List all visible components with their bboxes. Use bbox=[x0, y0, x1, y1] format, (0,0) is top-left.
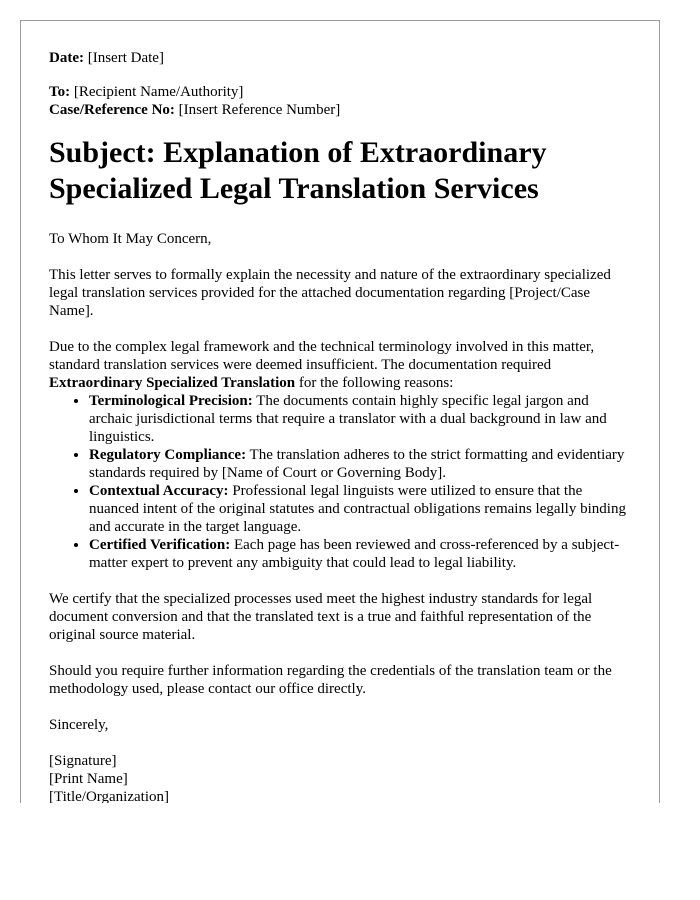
reason-text: Each page has been reviewed and cross-referenced by a subject-matter expert to prevent any ambiguity that could lead to legal liability. bbox=[89, 537, 620, 571]
salutation: To Whom It May Concern, bbox=[49, 231, 212, 247]
reference-line bbox=[49, 101, 631, 119]
closing-line: Sincerely, bbox=[49, 717, 109, 733]
reason-item-certified-verification bbox=[89, 536, 631, 572]
print-name-line: [Print Name] bbox=[49, 771, 128, 787]
to-value: [Recipient Name/Authority] bbox=[73, 84, 244, 100]
title-organization-line: [Title/Organization] bbox=[49, 789, 169, 803]
reason-item-regulatory-compliance bbox=[89, 446, 631, 482]
reason-item-contextual-accuracy bbox=[89, 482, 631, 536]
reasons-intro-bold: Extraordinary Specialized Translation bbox=[49, 375, 296, 391]
reasons-intro-text-2: for the following reasons: bbox=[295, 375, 454, 391]
reason-item-terminological-precision bbox=[89, 392, 631, 446]
date-label: Date: bbox=[49, 50, 84, 66]
reference-label: Case/Reference No: bbox=[49, 102, 175, 118]
reasons-intro-paragraph bbox=[49, 338, 631, 392]
reason-title: Terminological Precision: bbox=[89, 393, 253, 409]
reason-text: Professional legal linguists were utilized to ensure that the nuanced intent of the original statutes and contractual obligations remains legally binding and accurate in the target language. bbox=[89, 483, 626, 535]
intro-paragraph: This letter serves to formally explain the necessity and nature of the extraordinary specialized legal translation services provided for the attached documentation regarding [Project/Case Name]. bbox=[49, 267, 611, 319]
reason-text: The documents contain highly specific legal jargon and archaic jurisdictional terms that require a translator with a dual background in law and linguistics. bbox=[89, 393, 607, 445]
to-label: To: bbox=[49, 84, 71, 100]
letter-page bbox=[20, 20, 660, 803]
to-line bbox=[49, 83, 631, 101]
letter-body bbox=[21, 21, 659, 803]
signature-line: [Signature] bbox=[49, 753, 117, 769]
reason-title: Contextual Accuracy: bbox=[89, 483, 229, 499]
reason-text: The translation adheres to the strict formatting and evidentiary standards required by [Name of Court or Governing Body]. bbox=[89, 447, 625, 481]
certification-paragraph: We certify that the specialized processes used meet the highest industry standards for legal document conversion and that the translated text is a true and faithful representation of the original source material. bbox=[49, 591, 593, 643]
reason-title: Certified Verification: bbox=[89, 537, 231, 553]
date-value: [Insert Date] bbox=[87, 50, 164, 66]
subject-heading: Subject: Explanation of Extraordinary Specialized Legal Translation Services bbox=[49, 136, 547, 205]
reasons-list bbox=[49, 392, 631, 572]
date-line bbox=[49, 49, 631, 67]
reference-value: [Insert Reference Number] bbox=[178, 102, 341, 118]
reasons-intro-text-1: Due to the complex legal framework and the technical terminology involved in this matter, standard translation services were deemed insufficient. The documentation required bbox=[49, 339, 595, 373]
reason-title: Regulatory Compliance: bbox=[89, 447, 247, 463]
contact-paragraph: Should you require further information regarding the credentials of the translation team or the methodology used, please contact our office directly. bbox=[49, 663, 612, 697]
